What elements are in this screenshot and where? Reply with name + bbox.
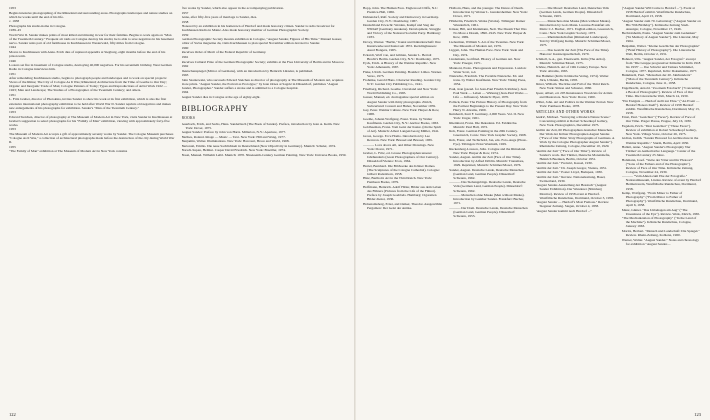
article-entry: Antlitz der Zeit, 60 Photographien deutscher Menschen. Der Werk der Kölner Photographen August Sander. ("Face of Our Time: Sixty Photographs of Germans. A Work by the Cologne Photographer August Sander"). Rheinische Zeitung, Cologne, December 10, 1929. xyxy=(535,127,615,148)
bibliography-entry: Lieberman, William S. Art of the Twenties. New York: The Museum of Modern Art, 1979. xyxy=(449,39,525,48)
article-entry: Kemp, Wolfgang. "From Minor to Father of Photography" ("From Minor to Father of Photography"). Westfälische Rundschau, Dortmund, April 6, 1958. xyxy=(621,191,698,208)
page-number-left: 122 xyxy=(9,412,16,417)
chronology-entry: L. Fritz Gruber, director of Photokina, invites Sander to show his work at its first exhibition, which is also the first extensive international photography exhibition to be held after World War II. Sander reprints old negatives and makes new enlargements of his photographs for exhibition. Sander's "Man of the Twentieth Century." xyxy=(9,97,171,110)
bibliography-entry: Sander, August. Antlitz der Zeit (Face of Our Time). Introduction by Alfred Döblin. Munich: Transmare, 1929. Reprinted, Munich: Schirmer/Mosel, 1976. xyxy=(449,155,525,168)
chronology-entry: five works by Sander, which also appear in the accompanying publication. xyxy=(181,6,284,10)
bibliography-entry: ———. Menschen ohne Maske (Men without Masks). Introduction by Gunther Sander. Frankfurt: Bucher, 1971. xyxy=(449,193,525,206)
chronology-entry: Receives Cultural Prize of the German Photographic Society; exhibits at the Free University of Berlin and in Moscow. xyxy=(181,59,345,64)
bibliography-entry: Lindemann, Gottfried. History of German Art. New York: Praeger, 1971. xyxy=(449,57,521,66)
bibliography-entry: Dovey, Werner. "Berlin," Kunst und Künstlerschaft: Ihre Kunstwerke und Kunst seit 1872. Recklinghausen: Aurel Bongers, 1965. xyxy=(363,39,441,52)
bibliography-column-4 xyxy=(449,6,528,406)
bibliography-entry: Schöne, Heinrich. Art of 19th Century Europe. New York: Abrams, 1965. xyxy=(535,65,608,74)
bibliography-entry: ———. Das Gesicht der Zeit (The Face of the Time). Hanover: Kestnergesellschaft, 1979. xyxy=(535,47,610,57)
chronology-entry: 1953 xyxy=(9,6,16,10)
article-entry: Gidion, Judith. "Sander Honored for Architecture in the Weimar Republic." Sturm, Berlin, April 1930. xyxy=(621,136,699,145)
bibliography-entry: ———. Love above All, and Other Drawings. New York: Dover, 1971. xyxy=(363,142,435,151)
chronology-entry: 1946 xyxy=(9,58,16,63)
article-entry: "Antlitz der Zeit." Poster Lloyd, Budapest, 1930. xyxy=(535,170,603,175)
article-entry: Manz, Günter. "Das Unbehagen am Aug" ("The Uneasiness of the Eye"). Review. Werk, Zürich, 1965. xyxy=(621,207,701,216)
bibliography-entry: Bertonati, Emilio. Die neue Sachlichkeit in Deutschland (New Objectivity in Germany). Munich: Schuler, 1974. xyxy=(181,143,337,148)
chronology-entry: 1951 xyxy=(9,92,16,97)
chronology-entry: Photographs his studio-home in Cologne. xyxy=(9,23,67,28)
article-entry: Fegelein, Erich. "Drei Gesichter" ("Three Faces"). Review of exhibition at Robert Schoelkopf Gallery, New York. Village Voice, October 26, 1975. xyxy=(621,123,697,136)
bibliography-column-3 xyxy=(363,6,442,406)
article-entry: "Antlitz der Zeit." Review. Nationalzeitung, Basel, Switzerland, 1930. xyxy=(535,174,606,183)
article-entry: "August Sander — Herdorf's Most Famous." Review. Siegener Zeitung. Siegen, October 4, 1958. xyxy=(535,200,610,209)
bibliography-entry: Bopp, John. The Human Face. Englewood Cliffs, N.J.: Prentice-Hall, 1966. xyxy=(363,6,439,15)
chronology-entry: "The Family of Man" exhibition at The Museum of Modern Art in New York contains xyxy=(9,149,128,154)
bibliography-entry: Pollack, Peter. The Picture History of Photography from the Earliest Beginnings to the Present Day. New York: Harry N. Abrams, 1969. xyxy=(449,99,528,112)
bibliography-entry: ———. Der Dom. Deutsche Lande, Deutsche Menschen (German Land, German People). Düsseldorf: Schwann, 1953. xyxy=(449,205,528,218)
page-number-right: 123 xyxy=(694,412,701,417)
article-entry: Bechtolsheim, Paula. "August Sander zum Gedenken" ("In Memory of August Sander"). Die Literatur, May 1964. xyxy=(621,31,699,44)
bibliography-entry: Hohenamsberg, Ernst, and Oetker, Theodor. Ausgewählte Pergamon: Der Geist der Antike. xyxy=(363,201,443,210)
bibliography-entry: Sander, August. Deutsche Lande, Deutsche Menschen (German Land, German People). Düsseldorf: Schwann, 1962. xyxy=(449,167,524,180)
article-entry: ("August Sander Will Come to Herdorf ..."). Event at 1958 Herdorf exhibit. Westfälische Rundschau, Dortmund, April 13, 1958. xyxy=(621,6,695,19)
chronology-entry: 1964 xyxy=(181,90,189,95)
bibliography-column-6 xyxy=(622,6,701,406)
bibliography-entry: Speer, Albert, ed. 205 Renaissance Woodcuts for Artists and Illustrators. New York: Dover, 1960. xyxy=(535,90,613,99)
article-entry: "August Sander-Ausstellung der Hessisch" (August Sander Exhibition). Der Wunderer (Nürnberg Monitor). Review of 1958 event at Herdorf. Westfälische Rundschau, Dortmund, October 3, 1958. xyxy=(535,183,614,200)
article-entry: "August Sander zum 70. Geburtstag" ("August Sander on His 70th Birthday"). Kölnische Zeitung Stadt-Anzeiger, Cologne, November 17, 1946. xyxy=(621,18,701,31)
article-entry: "Ein Ereignis — Herdorf stellt zur Ehre." ("An Event — Herdorf Honors Itself"). Review of 1958 Herdorf exhibit. Westfälische Rundschau, Dortmund, May 13, 1958. xyxy=(621,98,700,115)
article-entry: Benjamin, Walter. "Kleine Geschichte der Photographie" ("Brief History of Photography"). Die Literarische Welt, Berlin, October 2, 1931. xyxy=(621,43,700,57)
bibliography-entry: ———. Rheinlandschaften (Rhineland Landscapes). Text by Wolfgang Kemp. Munich: Schirmer/Mosel, 1975. xyxy=(535,35,611,48)
bibliography-entry: ———. Das Siebengebirge. Deutsche Lande, Deutsche Volk (German Land, German People). Düsseldorf: Schwann, 1962. xyxy=(449,180,526,193)
chronology-entry: August Sander dies in Cologne at the age of eighty-eight. xyxy=(181,94,261,99)
bibliography-entry: Liggett, John. The Human Face. New York: Stein and Day, 1974. xyxy=(449,48,524,57)
bibliography-entry: Ruckenberg-Lawson, Julia. Cologne and the Rhineland. New York: Harper & Row, 1974. xyxy=(449,146,527,155)
article-entry: Bunkhardt, Paul. "Menschen der 20. Jahrhunderts" ("Man of the Twentieth Century"). Kölnische Rundschau, Cologne, June 11, 1958. xyxy=(621,73,692,86)
article-entry: Engelbrecht, Arnold. "Zu einem Fotobuch" ("Concerning a Book of Photographs"). Review of Face of Our Time. Die Literarische Welt, March 14, 1930. xyxy=(621,85,701,98)
article-entry: "Antlitz der Zeit." Dr. Joseph Gregor, Vienna, 1931. xyxy=(535,165,608,170)
chronology-entry: Moves to Kuchhausen with Anna. Erich dies of ruptured appendix at Siegburg, eight months before the end of his prison term. xyxy=(9,49,166,59)
bibliography-entry: Deutschland Erwacht: Werden, Kampf und Sieg der NSDAP (Germany Awakens). Development, Struggle and Victory of the National Socialist Party. Hamburg: 1933. xyxy=(363,23,441,40)
bibliography-entry: Gay, Peter. Weimar Culture. New York: Harper & Row, 1968. xyxy=(363,108,440,117)
article-entry: Ernst, Paul. "Gesichter" ("Faces"). Review of Face of Our Time. Prager Presse, Prague, July 16, 1930. xyxy=(621,115,696,124)
chronology-entry: 1939–45 xyxy=(9,28,22,33)
bibliography-entry: Hertel, Bernhard. Die Bildwerke des Kölner Domes. (The Sculptures of the Cologne Cathedral). Cologne: Gilbert Rodenborn, 1958. xyxy=(363,163,440,176)
bibliography-entry: Auerbach, Erich, and Sachs, Hans. Sanderbuch (The Book of Sander). Preface, introduction by Jean A. Keim. New York: Dover, 1975. xyxy=(181,121,340,130)
bibliography-entry: Grosz, George. Ecce Homo. Introduction by Lee Reveron. New York: Brussel and Brussel, 1965. xyxy=(363,133,433,142)
bibliography-entry: Nietzsche, Friedrich. The Portable Nietzsche. Ed. and trans. by Walter Kaufmann. New York: Viking Press, 1954. xyxy=(449,74,527,87)
bibliography-entry: Kinser, Bill, and Kleinmann, Neil. The Dream That Was No More a Dream, 1890–1945. New York: Harper & Row, 1969. xyxy=(449,27,527,40)
chronology-entry: Begins intensive photographing of the Rhineland and surrounding areas. Photographs landscapes and nature studies on which he works until the end of his life. xyxy=(9,10,173,19)
bibliography-entry: Holborn, Hans, and the younger. The Dance of Death. Introduction by Werner L. Gundersheimer. New York: Dover, 1971. xyxy=(449,6,528,19)
chronology-entry: 1955 xyxy=(9,144,16,149)
bibliography-column-5 xyxy=(536,6,615,406)
article-entry: Moritz, Herbert. "Mensch und Landschaft: Die Spiegel." Review. Rhein-Zeitung, Koblenz, 1960. xyxy=(621,228,700,238)
chronology-entry: The Museum of Modern Art accepts a gift of approximately seventy works by Sander. The Cologne Museum purchases "Cologne As It Was," a collection of architectural photographs made before the destruction of the city during World War II. xyxy=(9,131,175,144)
bibliography-entry: Goethe, Johann Wolfgang. Faust. Trans. by Walter Kaufmann. Garden City, N.Y.: Anchor Books, 1963. xyxy=(363,116,439,125)
chronology-entry: German Photographic Society mounts exhibition in Cologne, "August Sander, Figures of His Time." Manuel Gasser, editor of Swiss magazine du, visits Kuchhausen to plan special November edition devoted to Sander. xyxy=(181,37,342,46)
chronology-entry: Anna, after fifty-five years of marriage to Sander, dies. xyxy=(181,15,258,20)
bibliography-entry: Schmoll, G.A., gen. Eisenwerth. Köln (The Artist). Munich: Schirmer/Mosel, 1975. xyxy=(535,56,606,65)
bibliography-entry: Frohnike, Gerold Hans. Character Reading. Garden City, N.Y.: Garden City Publishing Co., 1941. xyxy=(363,78,442,87)
bibliography-entry: Mannoni, Paolo. Photogenesis and Expression. London: Water Scott, n.d. xyxy=(449,65,527,74)
bibliography-entry: Willet, John. Art and Politics in the Weimar Period. New York: Pantheon Books, 1978. xyxy=(535,99,614,108)
bibliography-entry: Benjamin, Walter. Illuminations. New York: Harcourt, Brace and World, 1968. xyxy=(181,139,290,144)
bibliography-entry: August Sander: Preface by John von Hartz. Millerton, N.Y.: Aperture, 1977. xyxy=(181,130,287,135)
bibliography-entry: Gruber, L. Fritz, ed. Grosse Photographen unserer Jahrhunderts (Great Photographers of Our Century). Düsseldorf/Vienna: Econ, 1964. xyxy=(363,151,439,164)
bibliography-entry: Dahrendorf, Ralf. Society and Democracy in Germany. Garden City, N.Y.: Doubleday, 1967. xyxy=(363,14,439,23)
chronology-entry: 1953 xyxy=(9,127,16,132)
bibliography-entry: Friedberg, Richard. Goethe. Cleveland and New York: World Publishing Co., 1965. xyxy=(363,86,438,95)
chronology-entry: 1960 xyxy=(181,45,189,50)
chronology-entry: 1962 xyxy=(181,64,189,69)
chronology-entry: Deutschenspiegel (Mirror of Germans), with an introduction by Heinrich Lützeler, is published. xyxy=(181,68,314,73)
chronology-entry: 1951 xyxy=(9,71,16,76)
chronology-column-2 xyxy=(182,6,348,406)
chronology-entry: After remodeling Kuchhausen studio, begins to photograph people and landscapes and to work on special projects: Views of the Rhine; The City of Cologne As It Was; Rhineland; Architecture from the Time of Goethe to Our Day; Organic and Inorganic Trade of Man; Cologne Painters of Today; Types and Reproductions of Artist Work 1922 — 1923; Man and Landscape; The Studies of a Photographer of the Twentieth Century; and others. xyxy=(9,76,168,93)
chronology-entry: c. 1938 xyxy=(9,19,20,24)
article-entry: Andrić, Michael. "Surveying a Modern Nature Scene." Concerning exhibit at Robert Schoelkopf Gallery, New York. Photographics, December 1975. xyxy=(535,115,611,128)
chronology-entry: Looters set fire in basement of Cologne studio, destroying 40,000 negatives. For his seventieth birthday, West German Radio in Cologne interviews him. xyxy=(9,63,172,72)
bibliography-heading: BIBLIOGRAPHY xyxy=(181,103,249,113)
bibliography-entry: Eckardt, Wolf von, and Gilman, Sander L. Bertolt Brecht's Berlin. Garden City, N.Y.: Doubleday, 1975. xyxy=(363,52,441,61)
article-entry: ———. "Vom Ahnen zum Ehe der Fotografie." Nationalmuseum, Lindau. Review of event by Herdorf Heimatverein, Westfälische Rundschau, Dortmund, 1958. xyxy=(621,174,701,191)
bibliography-entry: Goldbeeman, Franz. Vom Geist der Kunst. (On the Spirit of Art). Munich: Albert Langen/Georg Müller, 1941. xyxy=(363,125,442,134)
bibliography-entry: ———. Die Mosel: Deutsches Land, Deutsches Volk (German Lands, German People). Düsseldorf: Schwann, 1963. xyxy=(535,6,609,19)
right-page xyxy=(355,0,710,420)
bibliography-entry: Eyck, Erich. A History of the Weimar Republic. New York: Atheneum, 1967. xyxy=(363,61,437,70)
bibliography-entry: Gasser, Manuel, ed. du magazine special edition on August Sander with thirty photographs. Zürich, Switzerland: Conzett and Huber, November 1959. xyxy=(363,95,436,108)
chronology-entry: Honored by an exhibition in his hometown of Herdorf and made honorary citizen. Sander is radio broadcast for Kuchhausen Radio in Mainz. Also made honorary member of German Photographic Society. xyxy=(181,24,335,33)
bibliography-entry: Reinhardt, Kurt F. Germany, 2,000 Years. Vol. II. New York: Ungar, 1961. xyxy=(449,112,525,121)
bibliography-entry: Paul, Jean (pseud. for Jean-Paul Friedrich Richter). Jean Paul Werk — Leben — Wirkung (Jean-Paul Works — Life — Influence). Munich: Piper, 1970. xyxy=(449,86,528,99)
chronology-entry: Receives Order of Merit of the Federal Republic of Germany. xyxy=(181,50,267,55)
article-entry: "The Mechanization of Photography" ("In the Land of the Machine"). Kölnische Rundschau, Cologne, January 1963. xyxy=(621,216,697,229)
bibliography-entry: Das Hammer (Köln: Kölnische Verlag, 1974). Walter Jörn, Ullstein, Berlin, 1958. xyxy=(535,73,609,82)
chronology-entry: World War II. Sander makes prints of most killed and missing in war for their families. Begins to work again on "Man of the Twentieth Century." Frequent air raids on Cologne destroy his studio; he is able to save negatives in his basement nervo. Sander rents part of old farmhouse in Kuchhausen in Westerwald, fifty miles from Cologne. xyxy=(9,32,174,45)
bibliography-entry: Hölderlin, Friedrich. Werke (Works). Tübingen: Rainer Wunderlich, 1961. xyxy=(449,18,526,27)
chronology-entry: 1959 xyxy=(181,32,189,37)
bibliography-entry: ———. Menschen ohne Maske (Men without Masks). Introduction by Golo Mann. Lucerne-Frankfurt am Main: C.J. Bucher, 1971. English edition, Greenwich, Conn.: New York Graphic Society, 1973. xyxy=(535,18,614,35)
article-entry: "Antlitz der Zeit" ("Face of Our Time"). Review of Sander's work. Der Türmer, Deutsche Monatshefte, Heinrich Beenken, Berlin, October 1931. xyxy=(535,148,611,161)
chronology-entry: 1961 xyxy=(181,55,189,60)
bibliography-entry: Fiske, Ulrich. German Painting. Boulder: Lithos. Warner. Verso, 1975. xyxy=(363,69,442,78)
chronology-entry: John Szarkowski, who succeeds Edward Steichen as director of photography at The Museum of Modern Art, acquires more prints. "August Sander, the Portrait as Prototype," by Jean Ornes at Sagolé in Düsseldorf, publishes "August Sander, Photographer." Sander suffers a stroke and is admitted to a Cologne hospital. xyxy=(181,77,344,90)
article-entry: Hohmann, Josef. "Siebe der Väter und ihr Photoart" ("Sons of the Fathers and of the Photographs"). Review of Face of Our Time. Kölnische Zeitung, Cologne, November 24, 1930. xyxy=(621,157,694,174)
bibliography-entry: Roh, Franz. German Painting in the 20th Century. Greenwich, Conn.: New York Graphic Society, 1968. xyxy=(449,129,527,138)
bibliography-entry: Borsch-Supan, Helmut. Caspar David Friedrich. New York: Braziller, 1974. xyxy=(181,148,286,153)
article-entry: Werner, Walter. "August Sander." Notes and chronology for exhibition "August Sander— xyxy=(621,237,699,246)
bibliography-entry: Hoffmann, Heinrich. Adolf Hitler, Bilder aus dem Leben des Führers (Pictures from the Life of the Führer). Preface by Joseph Goebbels. Hamburg: Cigaretten Bilder dienst, 1936. xyxy=(363,184,442,202)
article-entry: Hallett, Anne. "August Sander's Photography 'Der Türmer' an Authoritative Language." Center of the Twentieth Century 25 Jahre. xyxy=(621,145,696,158)
chronology-entry: 1957 xyxy=(181,10,189,15)
article-entry: "August Sander kommt nach Herdorf ..." xyxy=(535,208,592,213)
books-subheading: BOOKS xyxy=(181,115,196,120)
chronology-entry: 1958 xyxy=(181,19,189,24)
chronology-entry: Edward Steichen, director of photography at The Museum of Modern Art in New York, visits Sander in Kuchhausen at Gruber's suggestion to select photographs for his "Family of Man" exhibition, viewing with approximately forty-five works. xyxy=(9,114,173,127)
bibliography-entry: Shirer, William. The Rise and Fall of the Third Reich. New York: Simon and Schuster, 1960. xyxy=(535,82,610,91)
bibliography-entry: Barthes, Roland. Image — Music — Text. New York: Hill and Wang, 1977. xyxy=(181,134,286,139)
bibliography-entry: Rheinhard, Franz. Die Dekadenz. Ed. Feldkirche. Munich: Paul Hall, 1972. xyxy=(449,120,518,129)
article-entry: "Antlitz der Zeit." Freiwirt, Kassel, 1930. xyxy=(535,161,593,166)
chronology-entry: 1944 xyxy=(9,45,16,50)
bibliography-entry: Bossi, Manuel. Wilhelm Leibl. Munich: 1970. Nineteenth-Century German Painting. New York: Universe Books, 1959. xyxy=(181,152,347,157)
chronology-column-1 xyxy=(9,6,175,406)
bibliography-entry: Hinz, Berthold. Art in the Third Reich. New York: Pantheon Books, 1979. xyxy=(363,176,433,185)
chronology-entry: 1963 xyxy=(181,73,189,78)
bibliography-entry: Roh, Franz, and Tschichold, Jan, eds. Foto-Auge (Photo-Eye). Tübingen: Ernst Wasmuth, 1929. xyxy=(449,137,528,146)
chronology-entry: 1953 xyxy=(9,110,16,115)
article-entry: Bohnert, Ulla. "August Sander, der Fotograf." excerpt from "Die Gruppe progressiver Künstler in Köln 1918 bis 1933" — Ilse Schwitz und Tamara Schimmel, Cologne, 1977. Reprinted, Köln: Dokumente, 1977. xyxy=(621,56,701,73)
articles-heading: ARTICLES AND OTHER WORKS xyxy=(535,109,595,114)
